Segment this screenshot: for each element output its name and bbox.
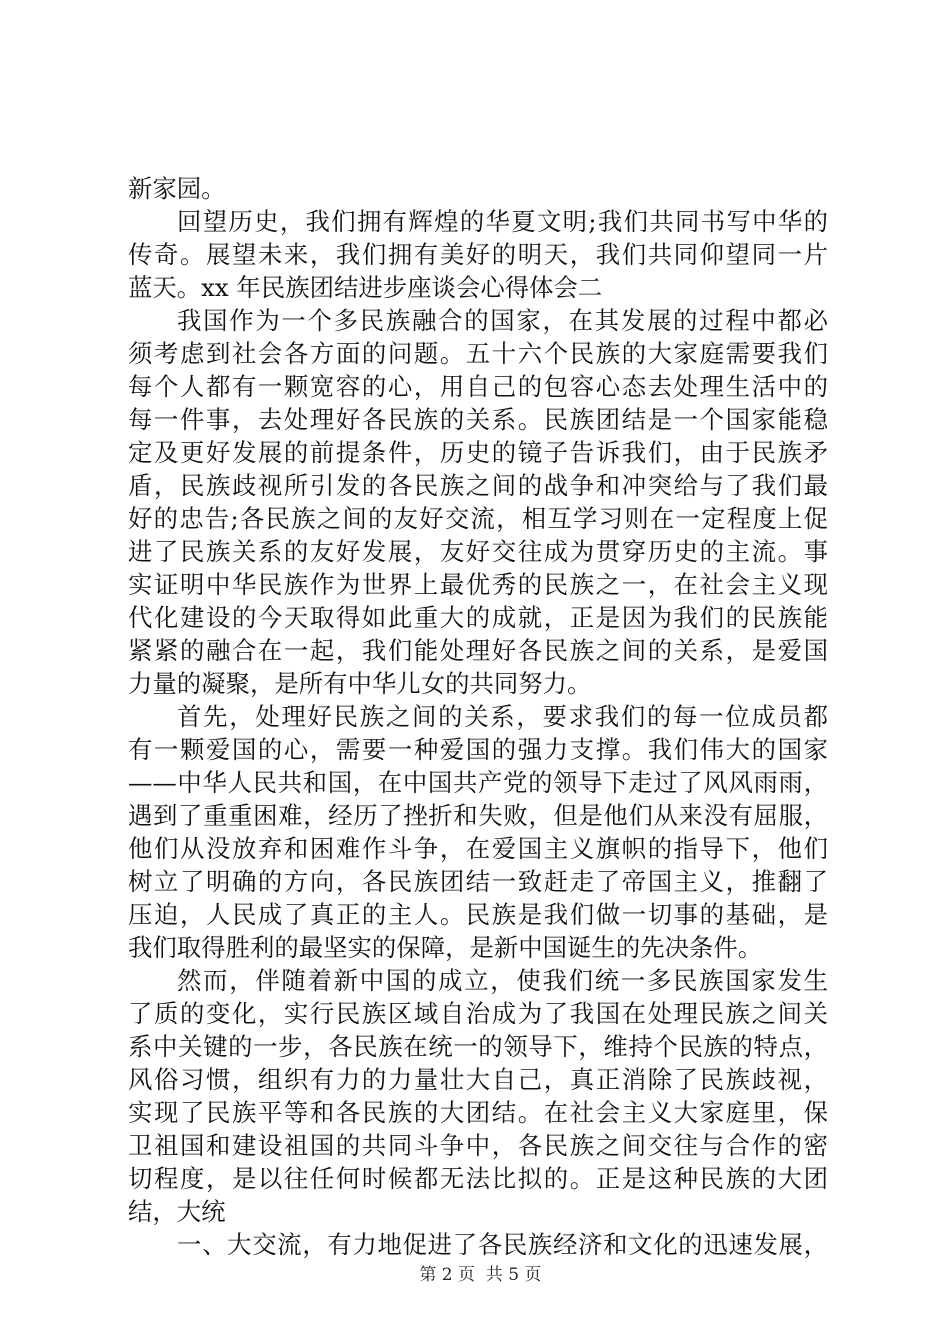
- text-line: 他们从没放弃和困难作斗争，在爱国主义旗帜的指导下，他们: [128, 834, 828, 863]
- text-line: 新家园。: [128, 174, 226, 203]
- text-line: 了质的变化，实行民族区域自治成为了我国在处理民族之间关: [128, 999, 828, 1028]
- text-line: 切程度，是以往任何时候都无法比拟的。正是这种民族的大团: [128, 1164, 828, 1193]
- text-line: 每个人都有一颗宽容的心，用自己的包容心态去处理生活中的: [128, 372, 828, 401]
- text-line: 盾，民族歧视所引发的各民族之间的战争和冲突给与了我们最: [128, 471, 828, 500]
- page-footer: [0, 1242, 950, 1286]
- text-line: 系中关键的一步，各民族在统一的领导下，维持个民族的特点，: [128, 1032, 828, 1061]
- text-line: 压迫，人民成了真正的主人。民族是我们做一切事的基础，是: [128, 900, 828, 929]
- text-line: 力量的凝聚，是所有中华儿女的共同努力。: [128, 669, 592, 698]
- text-line: 一、大交流，有力地促进了各民族经济和文化的迅速发展，: [177, 1230, 828, 1259]
- text-line: 进了民族关系的友好发展，友好交往成为贯穿历史的主流。事: [128, 537, 828, 566]
- text-line: 实现了民族平等和各民族的大团结。在社会主义大家庭里，保: [128, 1098, 828, 1127]
- text-line: 卫祖国和建设祖国的共同斗争中，各民族之间交往与合作的密: [128, 1131, 828, 1160]
- text-line: 我们取得胜利的最坚实的保障，是新中国诞生的先决条件。: [128, 933, 763, 962]
- text-line: 传奇。展望未来，我们拥有美好的明天，我们共同仰望同一片: [128, 240, 828, 269]
- page-indicator: 第 2 页 共 5 页: [419, 1265, 542, 1285]
- text-line: 紧紧的融合在一起，我们能处理好各民族之间的关系，是爱国: [128, 636, 828, 665]
- text-line: 有一颗爱国的心，需要一种爱国的强力支撑。我们伟大的国家: [128, 735, 828, 764]
- text-line: 风俗习惯，组织有力的力量壮大自己，真正消除了民族歧视，: [128, 1065, 828, 1094]
- text-line: 蓝天。xx 年民族团结进步座谈会心得体会二: [128, 273, 603, 302]
- text-line: 然而，伴随着新中国的成立，使我们统一多民族国家发生: [177, 966, 828, 995]
- text-line: 代化建设的今天取得如此重大的成就，正是因为我们的民族能: [128, 603, 828, 632]
- text-line: 好的忠告;各民族之间的友好交流，相互学习则在一定程度上促: [128, 504, 828, 533]
- text-line: ——中华人民共和国，在中国共产党的领导下走过了风风雨雨，: [128, 768, 828, 797]
- text-line: 定及更好发展的前提条件，历史的镜子告诉我们，由于民族矛: [128, 438, 828, 467]
- text-line: 树立了明确的方向，各民族团结一致赶走了帝国主义，推翻了: [128, 867, 828, 896]
- text-line: 结，大统: [128, 1197, 226, 1226]
- document-body: [128, 172, 828, 1261]
- text-line: 须考虑到社会各方面的问题。五十六个民族的大家庭需要我们: [128, 339, 828, 368]
- text-line: 首先，处理好民族之间的关系，要求我们的每一位成员都: [177, 702, 828, 731]
- text-line: 实证明中华民族作为世界上最优秀的民族之一，在社会主义现: [128, 570, 828, 599]
- text-line: 每一件事，去处理好各民族的关系。民族团结是一个国家能稳: [128, 405, 828, 434]
- text-line: 遇到了重重困难，经历了挫折和失败，但是他们从来没有屈服，: [128, 801, 828, 830]
- text-line: 回望历史，我们拥有辉煌的华夏文明;我们共同书写中华的: [177, 207, 828, 236]
- text-line: 我国作为一个多民族融合的国家，在其发展的过程中都必: [177, 306, 828, 335]
